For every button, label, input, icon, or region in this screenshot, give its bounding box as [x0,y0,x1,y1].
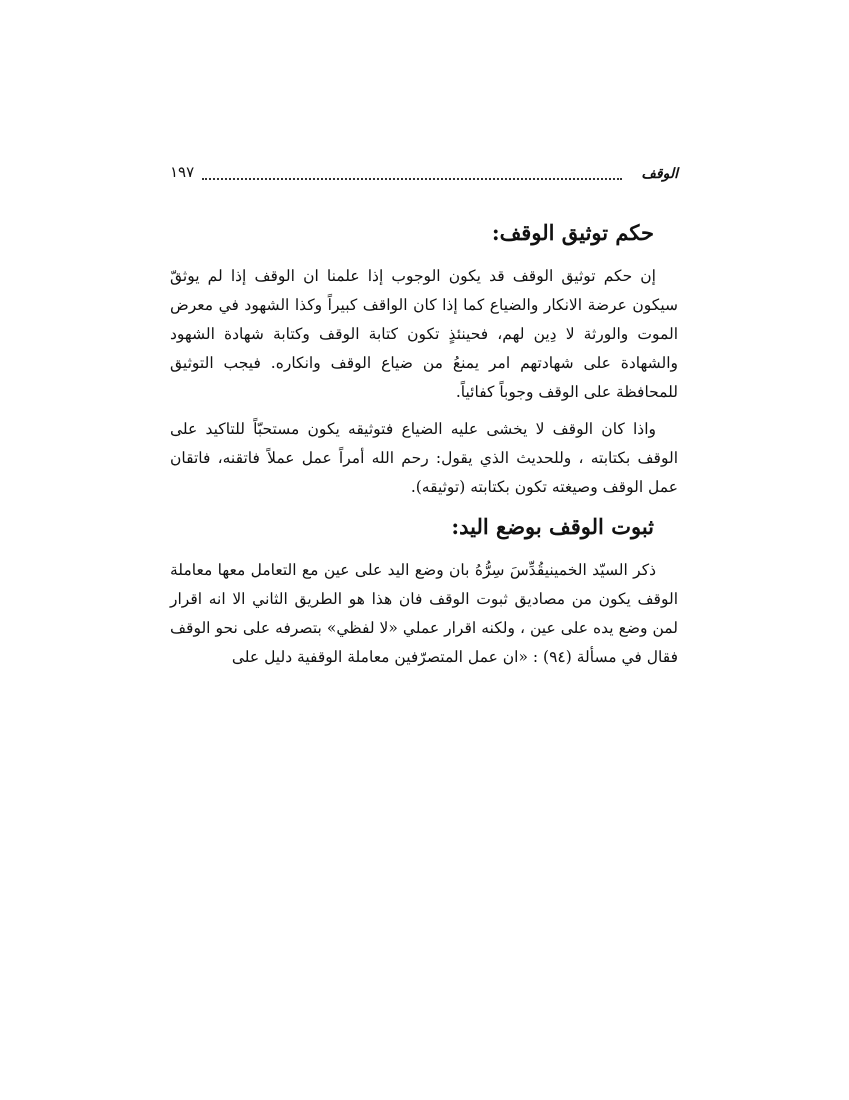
dotted-leader [202,178,622,180]
section-heading-possession: ثبوت الوقف بوضع اليد: [451,514,654,539]
running-title: الوقف [641,166,678,182]
paragraph: إن حكم توثيق الوقف قد يكون الوجوب إذا علمنا ان الوقف إذا لم يوثقّ سيكون عرضة الانكار والضياع كما إذا كان الواقف كبيراً وكذا الشهود في معرض الموت والورثة لا دِين لهم، فحينئذٍ تكون كتابة الوقف وكتابة شهادة الشهود والشهادة على شهادتهم امر يمنعُ من ضياع الوقف وانكاره. فيجب التوثيق للمحافظة على الوقف وجوباً كفائياً. [170,267,678,401]
page-number: ١٩٧ [170,163,195,181]
paragraph: واذا كان الوقف لا يخشى عليه الضياع فتوثيقه يكون مستحبّاً للتاكيد على الوقف بكتابته ، وللحديث الذي يقول: رحم الله أمراً عمل عملاً فاتقنه، فاتقان عمل الوقف وصيغته تكون بكتابته (توثيقه). [170,420,678,496]
page-content [170,218,678,680]
running-header [170,156,678,184]
paragraph: ذكر السيّد الخمينيقُدِّسَ سِرُّهُ بان وضع اليد على عين مع التعامل معها معاملة الوقف يكون من مصاديق ثبوت الوقف فان هذا هو الطريق الثاني الا انه اقرار لمن وضع يده على عين ، ولكنه اقرار عملي «لا لفظي» بتصرفه على نحو الوقف فقال في مسألة (٩٤) : «ان عمل المتصرّفين معاملة الوقفية دليل على [170,561,678,666]
section-heading-documentation: حكم توثيق الوقف: [491,220,654,245]
